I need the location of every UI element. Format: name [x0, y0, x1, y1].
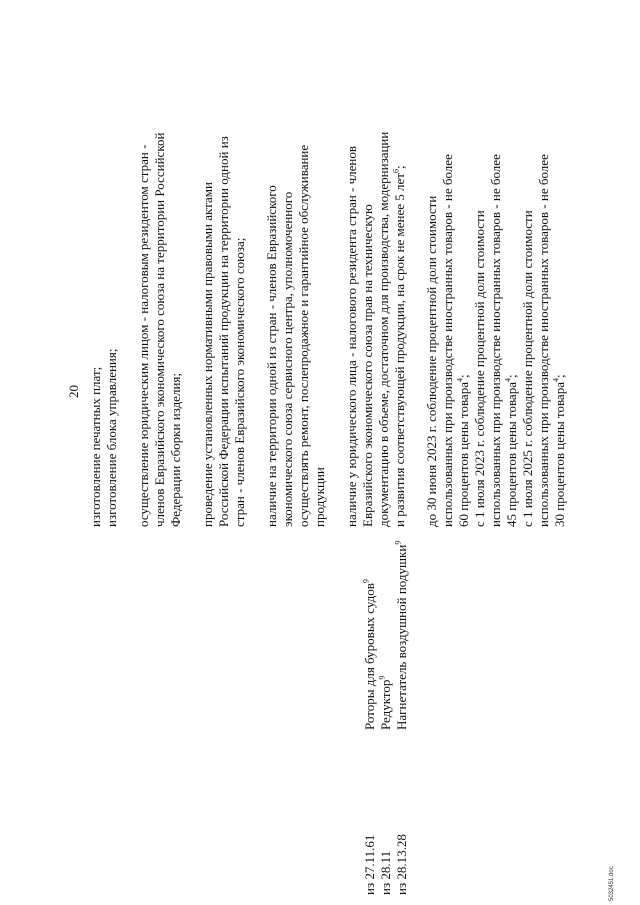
- requirement-resident: осуществление юридическим лицом - налоговым резидентом стран - членов Евразийского экономического союза на территории Российской Федерации сборки изделия;: [136, 132, 183, 527]
- requirement-top: изготовление печатных плат; изготовление блока управления;: [88, 348, 119, 527]
- requirement-tests: проведение установленных нормативными правовыми актами Российской Федерации испытаний продукции на территории одной из стран - членов Евразийского экономического союза;: [200, 136, 247, 527]
- okpd-codes-column: [362, 760, 410, 895]
- share-stage: с 1 июля 2025 г. соблюдение процентной доли стоимости использованных при производстве иностранных товаров - не более 30 процентов цены товара$^4$;: [520, 154, 567, 527]
- okpd-code: из 27.11.61: [362, 834, 377, 895]
- share-stage: до 30 июня 2023 г. соблюдение процентной доли стоимости использованных при производстве иностранных товаров - не более 60 процентов цены товара$^4$;: [424, 154, 471, 527]
- footnote-ref: 9: [377, 675, 387, 680]
- footnote-ref: 4: [503, 378, 513, 383]
- footnote-ref: 4: [551, 378, 561, 383]
- footnote-ref: 6: [391, 169, 401, 174]
- page-number: 20: [66, 385, 81, 398]
- requirements-column: [88, 22, 568, 527]
- product-name: Роторы для буровых судов$^9$: [361, 579, 377, 730]
- product-name: Редуктор$^9$: [377, 675, 393, 730]
- footer-code: 5032451.doc: [609, 866, 615, 901]
- okpd-code: из 28.11: [378, 850, 393, 895]
- requirement-docs: наличие у юридического лица - налогового резидента стран - членов Евразийского экономического союза прав на техническую документацию в объеме, достаточном для производства, модернизации и развития соответствующей продукции, на срок не менее 5 лет$^6$;: [344, 131, 407, 527]
- product-names-column: [362, 510, 410, 730]
- footnote-ref: 4: [455, 378, 465, 383]
- footnote-ref: 9: [393, 540, 403, 545]
- footnote-ref: 9: [361, 579, 371, 584]
- okpd-code: из 28.13.28: [394, 834, 409, 895]
- product-name: Нагнетатель воздушной подушки$^9$: [393, 540, 409, 730]
- share-stage: с 1 июля 2023 г. соблюдение процентной доли стоимости использованных при производстве иностранных товаров - не более 45 процентов цены товара$^4$;: [472, 154, 519, 527]
- requirement-service: наличие на территории одной из стран - членов Евразийского экономического союза сервисного центра, уполномоченного осуществлять ремонт, послепродажное и гарантийное обслуживание продукции: [264, 144, 327, 527]
